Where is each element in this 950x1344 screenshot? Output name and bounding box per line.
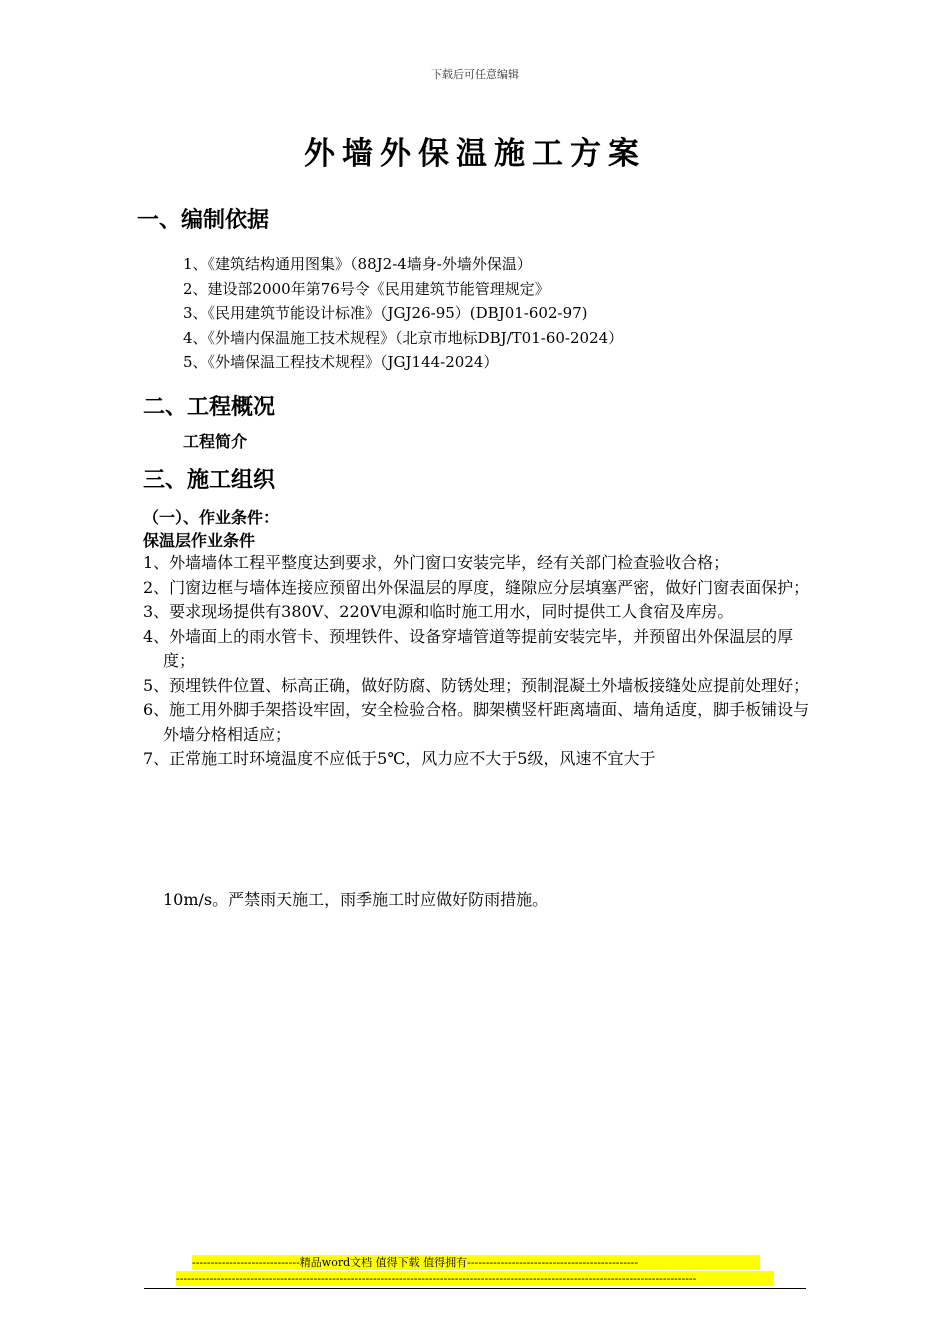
condition-item: 5、预埋铁件位置、标高正确，做好防腐、防锈处理；预制混凝土外墙板接缝处应提前处理好； [143, 675, 810, 695]
footer-banner-line2: -------------------------------------------------------------------------------------------------------------------------------------------- [176, 1271, 774, 1286]
section-heading-basis: 一、编制依据 [137, 208, 270, 233]
subheading-work-conditions: （一）、作业条件： [143, 508, 280, 527]
reference-item: 5、《外墙保温工程技术规程》（JGJ144-2024） [183, 353, 499, 371]
footer-divider [144, 1288, 806, 1289]
condition-item: 2、门窗边框与墙体连接应预留出外保温层的厚度，缝隙应分层填塞严密，做好门窗表面保护； [143, 577, 810, 597]
condition-item: 7、正常施工时环境温度不应低于5℃，风力应不大于5级，风速不宜大于 [143, 749, 656, 768]
page-header-note: 下载后可任意编辑 [431, 68, 519, 81]
reference-item: 3、《民用建筑节能设计标准》（JGJ26-95）(DBJ01-602-97) [183, 304, 588, 322]
condition-7-continuation: 10m/s。严禁雨天施工，雨季施工时应做好防雨措施。 [163, 890, 549, 909]
reference-item: 2、建设部2000年第76号令《民用建筑节能管理规定》 [183, 279, 550, 298]
subheading-project-intro: 工程简介 [183, 432, 248, 451]
subheading-insulation-conditions: 保温层作业条件 [143, 531, 256, 550]
condition-item: 1、外墙墙体工程平整度达到要求，外门窗口安装完毕，经有关部门检查验收合格； [143, 553, 730, 572]
reference-item: 1、《建筑结构通用图集》（88J2-4墙身-外墙外保温） [183, 255, 532, 273]
reference-list [183, 252, 623, 375]
footer-banner-line1: -----------------------------精品word文档 值得下载 值得拥有---------------------------------------------- [192, 1255, 760, 1270]
document-title: 外墙外保温施工方案 [304, 136, 646, 172]
section-heading-organization: 三、施工组织 [143, 468, 276, 493]
reference-item: 4、《外墙内保温施工技术规程》（北京市地标DBJ/T01-60-2024） [183, 328, 624, 347]
condition-item: 3、要求现场提供有380V、220V电源和临时施工用水，同时提供工人食宿及库房。 [143, 602, 734, 621]
condition-item: 6、施工用外脚手架搭设牢固，安全检验合格。脚架横竖杆距离墙面、墙角适度，脚手板铺设与外墙分格相适应； [143, 700, 810, 744]
condition-item: 4、外墙面上的雨水管卡、预埋铁件、设备穿墙管道等提前安装完毕，并预留出外保温层的厚度； [143, 626, 794, 670]
condition-list [143, 551, 813, 772]
section-heading-overview: 二、工程概况 [143, 395, 276, 420]
